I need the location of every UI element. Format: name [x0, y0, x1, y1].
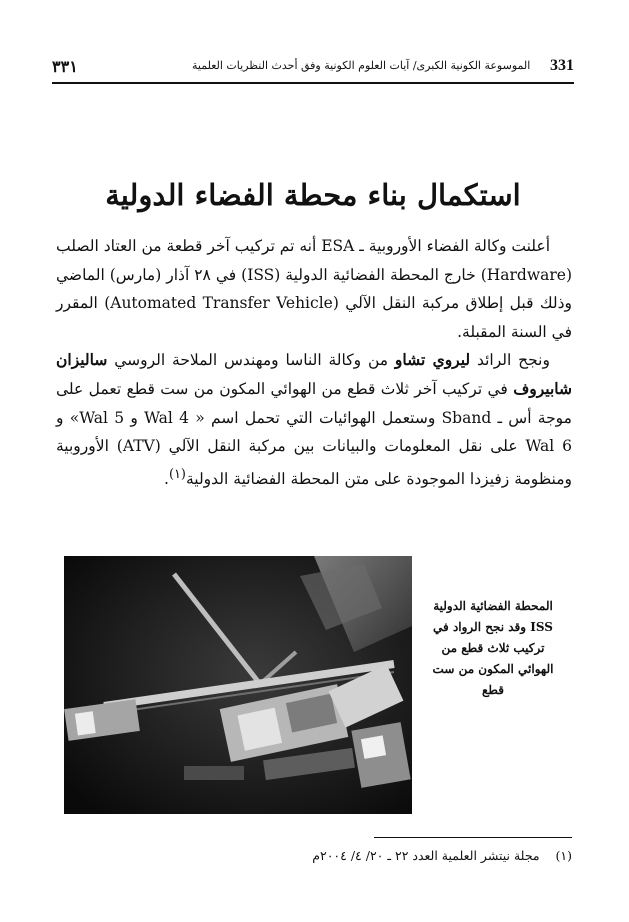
paragraph-2-end: . — [164, 469, 169, 488]
footnote — [200, 848, 572, 863]
footnote-reference: (١) — [168, 466, 186, 482]
astronaut-name-2: ساليزان شابيروف — [56, 350, 572, 398]
article-body — [56, 232, 572, 494]
footnote-rule — [374, 837, 572, 838]
figure-caption: المحطة الفضائية الدولية ISS وقد نجح الرواد في تركيب ثلاث قطع من الهوائي المكون من ست قطع — [432, 599, 554, 697]
page-header — [52, 57, 574, 79]
footnote-marker: (١) — [555, 848, 572, 863]
space-station-photo — [64, 556, 412, 814]
paragraph-2 — [56, 346, 572, 493]
astronaut-name-1: ليروي تشاو — [394, 350, 471, 370]
article-title: استكمال بناء محطة الفضاء الدولية — [105, 178, 521, 212]
header-rule — [52, 82, 574, 84]
paragraph-1: أعلنت وكالة الفضاء الأوروبية ـ ESA أنه تم تركيب آخر قطعة من العتاد الصلب (Hardware) خارج المحطة الفضائية الدولية (ISS) في ٢٨ آذار (مارس) الماضي وذلك قبل إطلاق مركبة النقل الآلي (Automated Transfer Vehicle) المقرر في السنة المقبلة. — [56, 237, 573, 341]
paragraph-2-text-a: ونجح الرائد — [470, 351, 550, 370]
paragraph-2-text-c: في تركيب آخر ثلاث قطع من الهوائي المكون من ست قطع تعمل على موجة أس ـ Sband وستعمل الهوائيات التي تحمل اسم « Wal 4 و Wal 5» و Wal 6 على نقل المعلومات والبيانات بين مركبة النقل الآلي (ATV) الأوروبية ومنظومة زفيزدا الموجودة على متن المحطة الفضائية الدولية — [56, 379, 572, 488]
page-number-arabic: ٣٣١ — [52, 57, 78, 76]
running-title: الموسوعة الكونية الكبرى/ آيات العلوم الكونية وفق أحدث النظريات العلمية — [192, 59, 531, 72]
footnote-text: مجلة نيتشر العلمية العدد ٢٢ ـ ٢٠/ ٤/ ٢٠٠٤م — [312, 848, 540, 863]
paragraph-2-text-b: من وكالة الناسا ومهندس الملاحة الروسي — [107, 351, 395, 370]
page-number-latin: 331 — [550, 57, 574, 74]
space-station-icon — [64, 556, 412, 814]
